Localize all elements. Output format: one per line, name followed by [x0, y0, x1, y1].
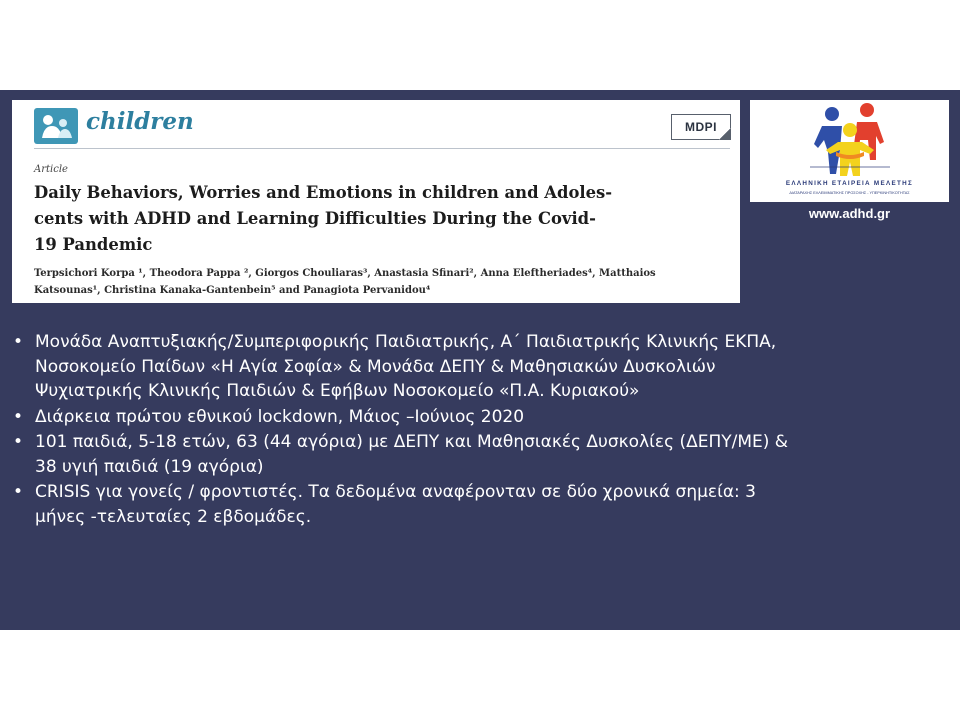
bullet-list — [10, 330, 930, 530]
author-line: Katsounas¹, Christina Kanaka-Gantenbein⁵ and Panagiota Pervanidou⁴ — [34, 285, 431, 296]
bullet-line: • CRISIS για γονείς / φροντιστές. Τα δεδομένα αναφέρονταν σε δύο χρονικά σημεία: 3 — [35, 482, 756, 502]
article-title-line: cents with ADHD and Learning Difficulties During the Covid- — [34, 209, 596, 228]
slide — [0, 90, 960, 630]
publisher-corner-icon — [719, 128, 731, 140]
bullet-item — [10, 480, 930, 529]
publisher-logo — [671, 114, 731, 140]
bullet-item — [10, 430, 930, 479]
header-divider — [34, 148, 730, 149]
article-title-line: 19 Pandemic — [34, 235, 153, 254]
bullet-line: • Διάρκεια πρώτου εθνικού lockdown, Μάιος –Ιούνιος 2020 — [35, 406, 525, 427]
bullet-line: μήνες -τελευταίες 2 εβδομάδες. — [35, 506, 312, 527]
article-header-image — [12, 100, 740, 303]
article-title-line: Daily Behaviors, Worries and Emotions in children and Adoles- — [34, 183, 613, 202]
society-url: www.adhd.gr — [808, 206, 891, 221]
society-subtitle: ΔΙΑΤΑΡΑΧΗΣ ΕΛΛΕΙΜΜΑΤΙΚΗΣ ΠΡΟΣΟΧΗΣ - ΥΠΕΡΚΙΝΗΤΙΚΟΤΗΤΑΣ — [789, 191, 910, 195]
bullet-line: • Μονάδα Αναπτυξιακής/Συμπεριφορικής Παιδιατρικής, Α΄ Παιδιατρικής Κλινικής ΕΚΠΑ, — [35, 332, 777, 352]
article-title — [34, 180, 734, 258]
bullet-line: Νοσοκομείο Παίδων «Η Αγία Σοφία» & Μονάδα ΔΕΠΥ & Μαθησιακών Δυσκολιών — [35, 356, 716, 377]
bullet-line: Ψυχιατρικής Κλινικής Παιδιών & Εφήβων Νοσοκομείο «Π.Α. Κυριακού» — [35, 381, 640, 401]
article-type-label: Article — [34, 164, 68, 175]
society-figures-icon — [750, 100, 949, 180]
bullet-item — [10, 405, 930, 430]
bullet-line: • 101 παιδιά, 5-18 ετών, 63 (44 αγόρια) με ΔΕΠΥ και Μαθησιακές Δυσκολίες (ΔΕΠΥ/ΜΕ) & — [35, 432, 789, 452]
bullet-line: 38 υγιή παιδιά (19 αγόρια) — [35, 456, 264, 477]
journal-name: children — [86, 108, 194, 135]
bullet-item — [10, 330, 930, 404]
society-name: ΕΛΛΗΝΙΚΗ ΕΤΑΙΡΕΙΑ ΜΕΛΕΤΗΣ — [785, 180, 914, 187]
journal-logo-icon — [34, 108, 78, 144]
author-line: Terpsichori Korpa ¹, Theodora Pappa ², Giorgos Chouliaras³, Anastasia Sfinari², Anna Eleftheriades⁴, Matthaios — [34, 268, 656, 279]
publisher-name: MDPI — [685, 120, 717, 134]
society-logo — [750, 100, 949, 202]
article-authors — [34, 265, 734, 299]
